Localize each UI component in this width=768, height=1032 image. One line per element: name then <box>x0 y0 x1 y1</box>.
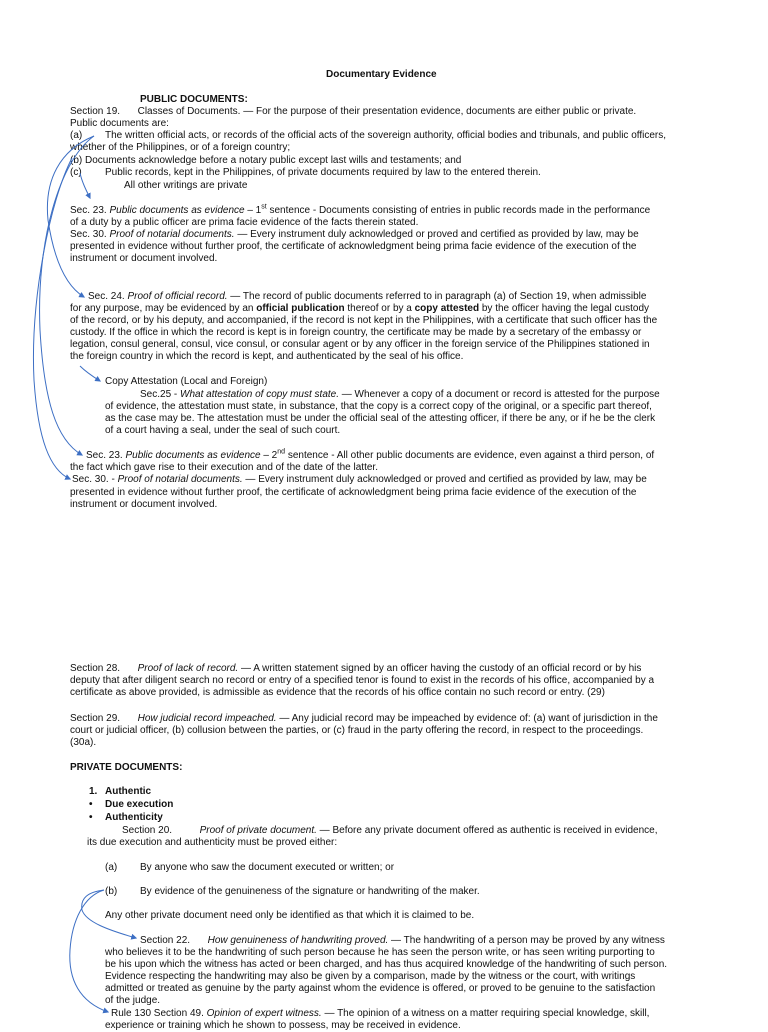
sec-23b-dash: – 2 <box>260 450 278 461</box>
section-20-title: Proof of private document. <box>199 825 317 836</box>
section-29-label: Section 29. <box>70 713 121 724</box>
sec-30b-label: Sec. 30. - <box>72 474 118 485</box>
section-28-label: Section 28. <box>70 663 121 674</box>
private-list-item-due-execution: Due execution <box>105 799 174 810</box>
arrow-c-to-other-writings <box>80 173 90 198</box>
sec-30-text: — Every instrument duly acknowledged or proved and certified as provided by law, may be <box>234 229 639 240</box>
sec-30b-title: Proof of notarial documents. <box>117 474 243 485</box>
section-28-line-3: certificate as above provided, is admissible as evidence that the records of his office contain no such record or entry. (29) <box>70 687 605 698</box>
sec-23-text: sentence - Documents consisting of entries in public records made in the performance <box>266 205 651 216</box>
section-19-intro: Public documents are: <box>70 118 169 129</box>
section-20-item-b-marker: (b) <box>105 886 118 897</box>
section-29-text: — Any judicial record may be impeached by evidence of: (a) want of jurisdiction in the <box>276 713 658 724</box>
sec-25-text: — Whenever a copy of a document or record is attested for the purpose <box>339 389 660 400</box>
sec-30b-text: — Every instrument duly acknowledged or proved and certified as provided by law, may be <box>242 474 647 485</box>
section-19-item-a-marker: (a) <box>70 130 83 141</box>
sec-24-title: Proof of official record. <box>127 291 228 302</box>
section-22-line-2: who believes it to be the handwriting of such person because he has seen the person write, or has seen writing purporting to <box>105 947 655 958</box>
section-19-item-b: (b) Documents acknowledge before a notary public except last wills and testaments; and <box>70 155 462 166</box>
section-22-line-6: of the judge. <box>105 995 161 1006</box>
sec-24-line-2c: thereof or by a <box>344 303 415 314</box>
section-19-item-a-continued: whether of the Philippines, or of a foreign country; <box>70 142 291 153</box>
private-list-marker-1: 1. <box>89 786 98 797</box>
section-28-text: — A written statement signed by an officer having the custody of an official record or by his <box>238 663 642 674</box>
sec-30-title: Proof of notarial documents. <box>109 229 235 240</box>
sec-23b-label: Sec. 23. <box>86 450 123 461</box>
private-documents-heading: PRIVATE DOCUMENTS: <box>70 762 183 773</box>
sec-23b-continued: the fact which gave rise to their execution and of the date of the latter. <box>70 462 378 473</box>
section-28-title: Proof of lack of record. <box>137 663 239 674</box>
sec-30b-line-2: presented in evidence without further proof, the certificate of acknowledgment being prima facie evidence of the execution of the <box>70 487 637 498</box>
sec-24-official-publication: official publication <box>256 303 345 314</box>
sec-24-label: Sec. 24. <box>88 291 125 302</box>
sec-25-title: What attestation of copy must state. <box>180 389 339 400</box>
private-list-marker-2: • <box>89 799 93 810</box>
section-22-label: Section 22. <box>140 935 191 946</box>
sec-23b-title: Public documents as evidence <box>125 450 261 461</box>
public-documents-heading: PUBLIC DOCUMENTS: <box>140 94 248 105</box>
sec-23-continued: of a duty by a public officer are prima facie evidence of the facts therein stated. <box>70 217 419 228</box>
section-29-line-3: (30a). <box>70 737 97 748</box>
section-19-other-writings: All other writings are private <box>124 180 248 191</box>
sec-24-line-6: the foreign country in which the record is kept, and authenticated by the seal of his office. <box>70 351 464 362</box>
sec-23-dash: – 1 <box>244 205 262 216</box>
document-title: Documentary Evidence <box>326 69 437 80</box>
section-20-item-a-text: By anyone who saw the document executed or written; or <box>140 862 395 873</box>
arrow-a-to-sec23b <box>40 136 94 455</box>
arrow-b-to-other-private <box>82 890 136 938</box>
sec-24-copy-attested: copy attested <box>414 303 480 314</box>
copy-attestation-heading: Copy Attestation (Local and Foreign) <box>105 376 268 387</box>
section-20-item-a-marker: (a) <box>105 862 118 873</box>
private-list-item-authenticity: Authenticity <box>105 812 163 823</box>
sec-25-line-3: as the case may be. The attestation must be under the official seal of the attesting officer, if there be any, or if he be the clerk <box>105 413 656 424</box>
section-22-text: — The handwriting of a person may be proved by any witness <box>388 935 665 946</box>
section-29-title: How judicial record impeached. <box>137 713 277 724</box>
sec-23b-text: sentence - All other public documents are evidence, even against a third person, of <box>285 450 655 461</box>
sec-24-line-2a: for any purpose, may be evidenced by an <box>70 303 257 314</box>
sec-23-title: Public documents as evidence <box>109 205 245 216</box>
sec-25-line-2: of evidence, the attestation must state, in substance, that the copy is a correct copy of the original, or a specific part thereof, <box>105 401 652 412</box>
rule-130-title: Opinion of expert witness. <box>206 1008 322 1019</box>
section-20-label: Section 20. <box>122 825 173 836</box>
private-list-item-authentic: Authentic <box>105 786 152 797</box>
sec-23-superscript: st <box>261 203 267 211</box>
sec-30-line-2: presented in evidence without further proof, the certificate of acknowledgment being prima facie evidence of the execution of the <box>70 241 637 252</box>
rule-130-line-2: experience or training which he shown to possess, may be received in evidence. <box>105 1020 461 1031</box>
section-19-text: — For the purpose of their presentation evidence, documents are either public or private. <box>240 106 637 117</box>
sec-24-line-4: custody. If the office in which the record is kept is in foreign country, the certificate may be made by a secretary of the embassy or <box>70 327 642 338</box>
section-22-line-3: be his upon which the witness has acted or been charged, and has thus acquired knowledge of the handwriting of such person. <box>105 959 668 970</box>
sec-24-line-5: legation, consul general, consul, vice consul, or consular agent or by any officer in the foreign service of the Philippines stationed in <box>70 339 650 350</box>
arrow-to-copy-attestation <box>80 366 100 381</box>
section-19-caption: Classes of Documents. <box>137 106 241 117</box>
sec-23-label: Sec. 23. <box>70 205 107 216</box>
sec-30-label: Sec. 30. <box>70 229 107 240</box>
section-20-text: — Before any private document offered as authentic is received in evidence, <box>316 825 658 836</box>
private-list-marker-3: • <box>89 812 93 823</box>
sec-24-text: — The record of public documents referred to in paragraph (a) of Section 19, when admissible <box>227 291 647 302</box>
section-19-item-a-text: The written official acts, or records of the official acts of the sovereign authority, official bodies and tribunals, and public officers, <box>105 130 667 141</box>
sec-30b-line-3: instrument or document involved. <box>70 499 218 510</box>
sec-25-label: Sec.25 - <box>140 389 181 400</box>
arrow-b-to-rule-130 <box>70 890 108 1012</box>
section-22-line-5: admitted or treated as genuine by the party against whom the evidence is offered, or proved to be genuine to the satisfaction <box>105 983 656 994</box>
section-22-title: How genuineness of handwriting proved. <box>207 935 389 946</box>
rule-130-label: Rule 130 Section 49. <box>111 1008 204 1019</box>
sec-30-line-3: instrument or document involved. <box>70 253 218 264</box>
section-20-item-b-text: By evidence of the genuineness of the signature or handwriting of the maker. <box>140 886 480 897</box>
section-22-line-4: Evidence respecting the handwriting may also be given by a comparison, made by the witness or the court, with writings <box>105 971 636 982</box>
sec-24-line-3: of the record, or by his deputy, and accompanied, if the record is not kept in the Philippines, with a certificate that such officer has the <box>70 315 658 326</box>
section-20-line-2: its due execution and authenticity must be proved either: <box>87 837 338 848</box>
section-19-item-c-text: Public records, kept in the Philippines, of private documents required by law to the entered therein. <box>105 167 541 178</box>
section-29-line-2: court or judicial officer, (b) collusion between the parties, or (c) fraud in the party offering the record, in respect to the proceedings. <box>70 725 644 736</box>
rule-130-text: — The opinion of a witness on a matter requiring special knowledge, skill, <box>321 1008 650 1019</box>
sec-24-line-2e: by the officer having the legal custody <box>479 303 650 314</box>
section-19-label: Section 19. <box>70 106 121 117</box>
sec-23b-superscript: nd <box>277 448 286 456</box>
section-20-other-private: Any other private document need only be identified as that which it is claimed to be. <box>105 910 475 921</box>
sec-25-line-4: of a court having a seal, under the seal of such court. <box>105 425 341 436</box>
section-19-item-c-marker: (c) <box>70 167 82 178</box>
section-28-line-2: deputy that after diligent search no record or entry of a specified tenor is found to exist in the records of his office, accompanied by a <box>70 675 655 686</box>
